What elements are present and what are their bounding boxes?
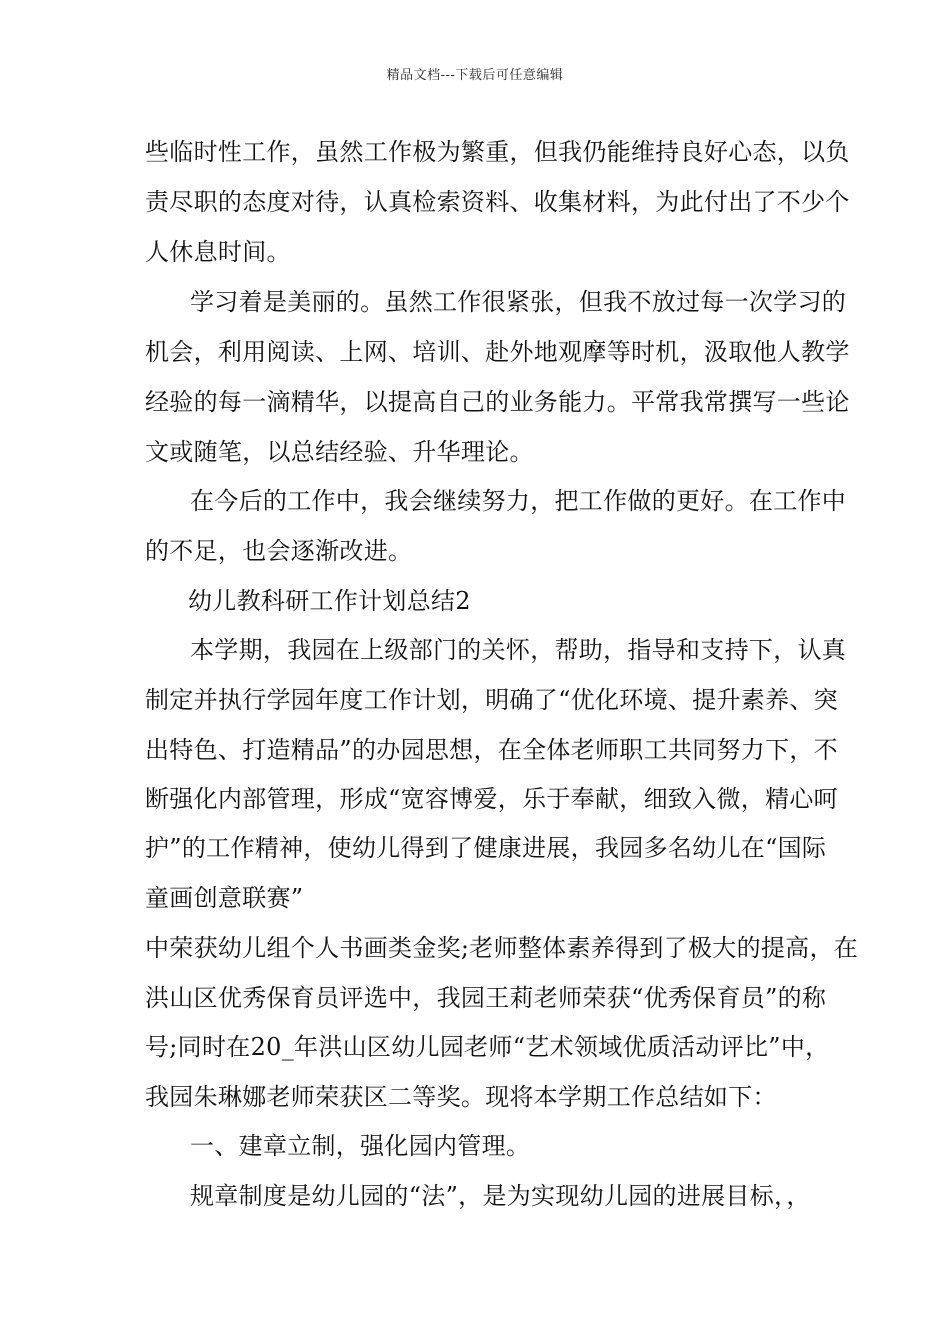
text-line: 断强化内部管理，形成“宽容博爱，乐于奉献，细致入微，精心呵 <box>145 785 838 813</box>
text-line: 中荣获幼儿组个人书画类金奖;老师整体素养得到了极大的提高，在 <box>145 934 859 962</box>
text-line: 机会，利用阅读、上网、培训、赴外地观摩等时机，汲取他人教学 <box>145 338 850 366</box>
text-line: 规章制度是幼儿园的“法”，是为实现幼儿园的进展目标，， <box>190 1182 811 1210</box>
text-line: 在今后的工作中，我会继续努力，把工作做的更好。在工作中 <box>190 487 847 515</box>
text-line: 制定并执行学园年度工作计划，明确了“优化环境、提升素养、突 <box>145 686 838 714</box>
text-line: 的不足，也会逐渐改进。 <box>145 537 413 565</box>
text-line: 学习着是美丽的。虽然工作很紧张，但我不放过每一次学习的 <box>190 288 847 316</box>
text-line: 人休息时间。 <box>145 238 291 266</box>
text-line: 出特色、打造精品”的办园思想，在全体老师职工共同努力下，不 <box>145 736 838 764</box>
text-line: 号;同时在20_年洪山区幼儿园老师“艺术领域优质活动评比”中， <box>145 1033 830 1061</box>
text-line: 些临时性工作，虽然工作极为繁重，但我仍能维持良好心态，以负 <box>145 138 850 166</box>
section-heading: 一、建章立制，强化园内管理。 <box>190 1132 531 1160</box>
section-heading: 幼儿教科研工作计划总结2 <box>188 587 471 615</box>
text-line: 洪山区优秀保育员评选中，我园王莉老师荣获“优秀保育员”的称 <box>145 984 827 1012</box>
text-line: 责尽职的态度对待，认真检索资料、收集材料，为此付出了不少个 <box>145 188 850 216</box>
page-header: 精品文档---下载后可任意编辑 <box>386 68 564 83</box>
text-line: 本学期，我园在上级部门的关怀，帮助，指导和支持下，认真 <box>190 636 847 664</box>
text-line: 护”的工作精神，使幼儿得到了健康进展，我园多名幼儿在“国际 <box>145 834 827 862</box>
text-line: 我园朱琳娜老师荣获区二等奖。现将本学期工作总结如下： <box>145 1083 777 1111</box>
text-line: 经验的每一滴精华，以提高自己的业务能力。平常我常撰写一些论 <box>145 388 850 416</box>
text-line: 文或随笔，以总结经验、升华理论。 <box>145 438 534 466</box>
text-line: 童画创意联赛” <box>145 884 304 912</box>
